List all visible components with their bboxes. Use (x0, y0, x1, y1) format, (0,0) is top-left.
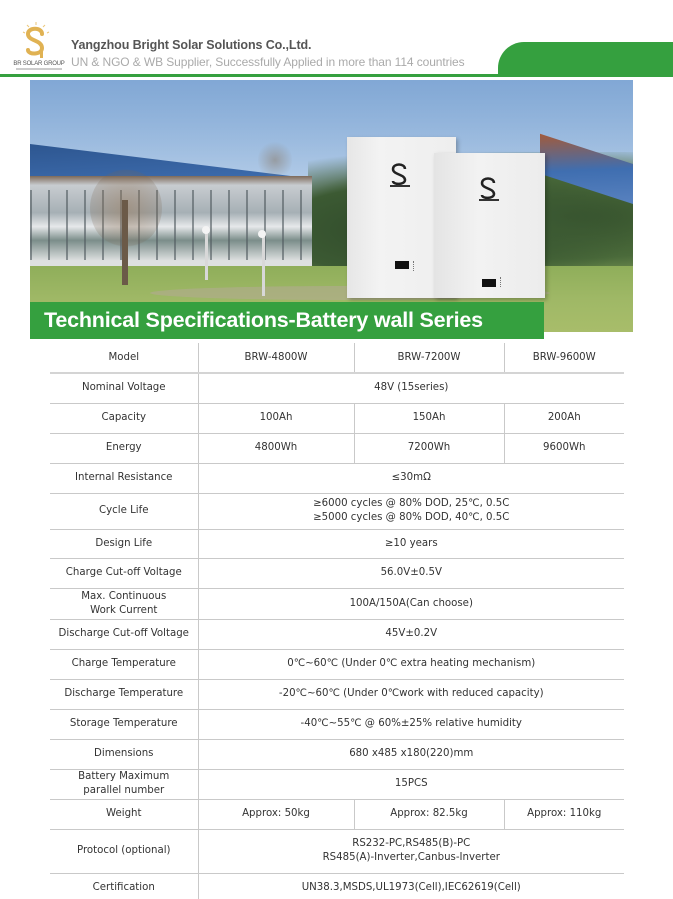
header-accent-tab (498, 42, 673, 75)
page-header (0, 0, 673, 78)
row-value: 150Ah (354, 403, 504, 433)
value-line: ≥5000 cycles @ 80% DOD, 40℃, 0.5C (313, 512, 510, 523)
battery-logo-icon (474, 173, 504, 203)
battery-indicator-lights (413, 261, 416, 271)
value-line: RS485(A)-Inverter,Canbus-Inverter (322, 852, 500, 863)
table-row (50, 403, 624, 433)
table-row (50, 529, 624, 558)
lamp-post (262, 236, 265, 296)
model-header: BRW-7200W (354, 343, 504, 373)
logo-underline (16, 68, 62, 70)
row-value: 15PCS (198, 769, 624, 799)
company-logo (12, 16, 64, 72)
battery-display (482, 279, 496, 287)
row-value: Approx: 110kg (504, 799, 624, 829)
label-line: Max. Continuous (81, 590, 167, 602)
row-value (198, 829, 624, 873)
lamp-globe (202, 226, 210, 234)
row-value: 45V±0.2V (198, 619, 624, 649)
label-line: Work Current (90, 604, 158, 616)
table-row (50, 873, 624, 899)
table-row (50, 799, 624, 829)
row-label (50, 588, 198, 619)
model-header: BRW-9600W (504, 343, 624, 373)
table-row (50, 709, 624, 739)
hero-photo (30, 80, 633, 332)
page-title: Technical Specifications-Battery wall Series (44, 308, 483, 332)
row-value: 4800Wh (198, 433, 354, 463)
battery-display (395, 261, 409, 269)
row-value: 100Ah (198, 403, 354, 433)
row-label: Cycle Life (50, 493, 198, 529)
label-line: Battery Maximum (78, 771, 170, 783)
title-banner (30, 302, 544, 339)
table-row (50, 463, 624, 493)
table-row (50, 769, 624, 799)
row-value: Approx: 82.5kg (354, 799, 504, 829)
row-label: Dimensions (50, 739, 198, 769)
table-row (50, 558, 624, 588)
row-value: 200Ah (504, 403, 624, 433)
battery-unit-small (434, 153, 545, 298)
row-label: Capacity (50, 403, 198, 433)
row-value: 48V (15series) (198, 373, 624, 403)
bare-tree (258, 140, 292, 180)
logo-group-name: BR SOLAR GROUP (13, 61, 65, 67)
row-value (198, 493, 624, 529)
model-header: BRW-4800W (198, 343, 354, 373)
lamp-post (205, 230, 208, 280)
table-row (50, 493, 624, 529)
table-row (50, 373, 624, 403)
label-line: parallel number (83, 785, 165, 796)
header-divider (0, 74, 673, 77)
table-row (50, 679, 624, 709)
row-label: Charge Cut-off Voltage (50, 558, 198, 588)
company-tagline: UN & NGO & WB Supplier, Successfully Applied in more than 114 countries (71, 55, 465, 69)
row-label: Energy (50, 433, 198, 463)
table-row (50, 829, 624, 873)
header-label: Model (50, 343, 198, 373)
row-value: 100A/150A(Can choose) (198, 588, 624, 619)
company-name: Yangzhou Bright Solar Solutions Co.,Ltd. (71, 38, 312, 52)
row-value: -20℃~60℃ (Under 0℃work with reduced capacity) (198, 679, 624, 709)
row-value: 680 x485 x180(220)mm (198, 739, 624, 769)
table-header-row (50, 343, 624, 373)
value-line: RS232-PC,RS485(B)-PC (352, 838, 471, 850)
building-columns (30, 190, 312, 260)
row-label: Storage Temperature (50, 709, 198, 739)
row-value: UN38.3,MSDS,UL1973(Cell),IEC62619(Cell) (198, 873, 624, 899)
row-value: ≤30mΩ (198, 463, 624, 493)
row-value: 7200Wh (354, 433, 504, 463)
row-label: Nominal Voltage (50, 373, 198, 403)
spec-table (50, 343, 624, 899)
battery-logo-icon (385, 159, 415, 189)
table-row (50, 739, 624, 769)
value-line: ≥6000 cycles @ 80% DOD, 25℃, 0.5C (313, 498, 510, 510)
row-label: Discharge Cut-off Voltage (50, 619, 198, 649)
row-label: Weight (50, 799, 198, 829)
row-label: Certification (50, 873, 198, 899)
row-label: Protocol (optional) (50, 829, 198, 873)
row-label: Design Life (50, 529, 198, 558)
tree-trunk (122, 200, 128, 285)
row-value: ≥10 years (198, 529, 624, 558)
row-value: 9600Wh (504, 433, 624, 463)
lamp-globe (258, 230, 266, 238)
row-label: Charge Temperature (50, 649, 198, 679)
row-label: Discharge Temperature (50, 679, 198, 709)
row-value: -40℃~55℃ @ 60%±25% relative humidity (198, 709, 624, 739)
table-row (50, 649, 624, 679)
row-value: 0℃~60℃ (Under 0℃ extra heating mechanism) (198, 649, 624, 679)
table-row (50, 433, 624, 463)
table-row (50, 619, 624, 649)
table-row (50, 588, 624, 619)
row-label (50, 769, 198, 799)
row-value: Approx: 50kg (198, 799, 354, 829)
row-value: 56.0V±0.5V (198, 558, 624, 588)
sun-logo-icon (22, 22, 50, 60)
battery-indicator-lights (500, 277, 503, 287)
row-label: Internal Resistance (50, 463, 198, 493)
